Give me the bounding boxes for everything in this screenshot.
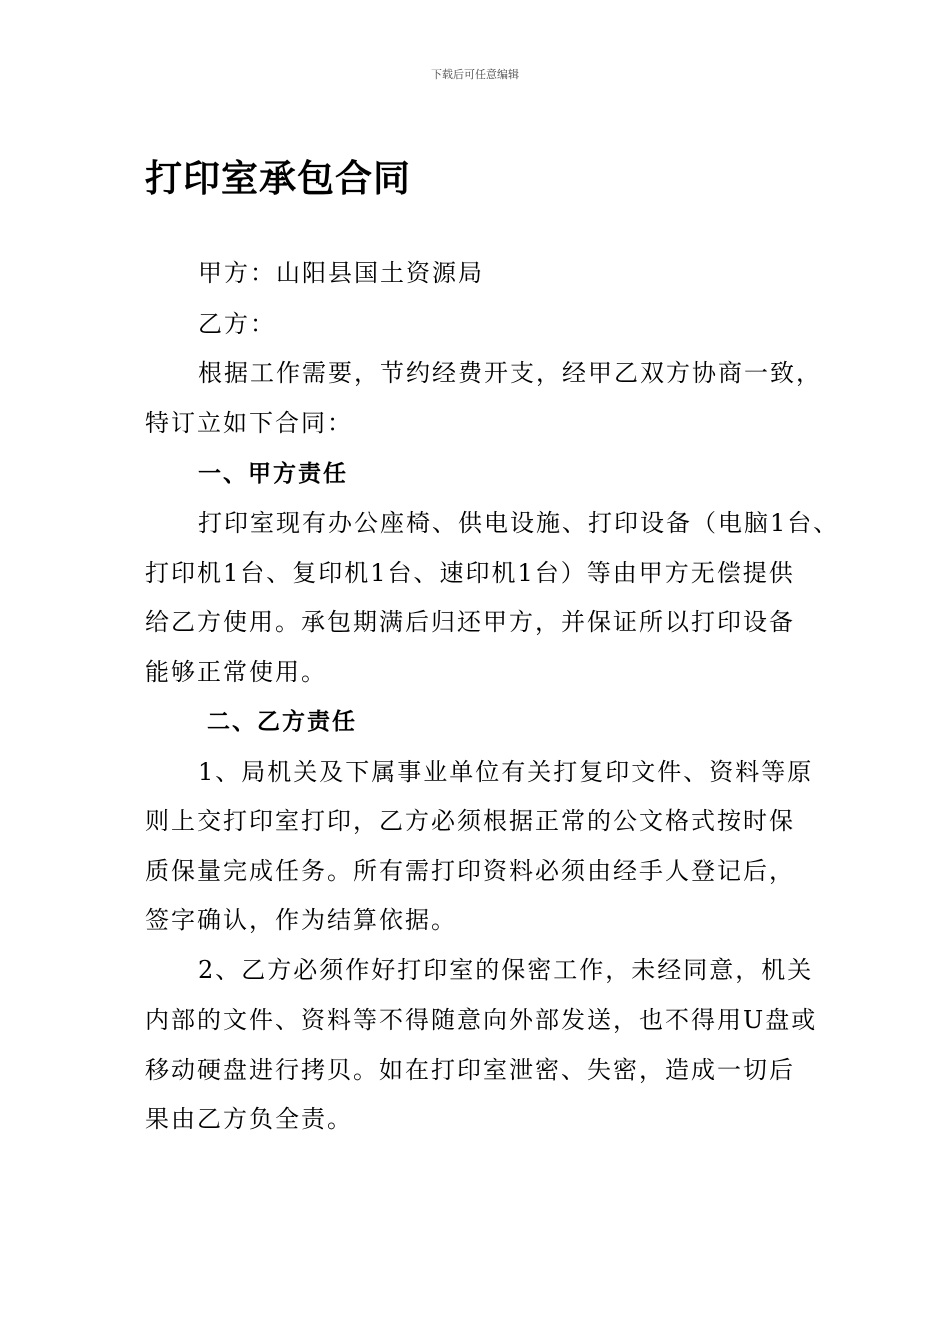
- preamble-line-1: 根据工作需要，节约经费开支，经甲乙双方协商一致，: [198, 359, 822, 387]
- clause-b1-line-4: 签字确认，作为结算依据。: [145, 906, 457, 934]
- party-b-line: 乙方：: [198, 310, 276, 338]
- clause-a-line-3: 给乙方使用。承包期满后归还甲方，并保证所以打印设备: [145, 608, 795, 636]
- clause-b2-line-3: 移动硬盘进行拷贝。如在打印室泄密、失密，造成一切后: [145, 1056, 795, 1084]
- clause-b1-line-3: 质保量完成任务。所有需打印资料必须由经手人登记后，: [145, 857, 795, 885]
- section-heading-party-a: 一、甲方责任: [198, 461, 348, 487]
- section-heading-party-b: 二、乙方责任: [207, 709, 357, 735]
- clause-a-line-2: 打印机1台、复印机1台、速印机1台）等由甲方无偿提供: [145, 559, 795, 587]
- document-title: 打印室承包合同: [145, 157, 411, 200]
- clause-a-line-1: 打印室现有办公座椅、供电设施、打印设备（电脑1台、: [198, 509, 840, 537]
- clause-a-line-4: 能够正常使用。: [145, 658, 327, 686]
- party-a-line: 甲方：山阳县国土资源局: [198, 259, 484, 287]
- header-note: 下载后可任意编辑: [431, 68, 519, 81]
- clause-b2-line-1: 2、乙方必须作好打印室的保密工作，未经同意，机关: [198, 956, 814, 984]
- clause-b1-line-2: 则上交打印室打印，乙方必须根据正常的公文格式按时保: [145, 807, 795, 835]
- preamble-line-2: 特订立如下合同：: [145, 409, 353, 437]
- clause-b2-line-2: 内部的文件、资料等不得随意向外部发送，也不得用U盘或: [145, 1006, 818, 1034]
- clause-b2-line-4: 果由乙方负全责。: [145, 1105, 353, 1133]
- clause-b1-line-1: 1、局机关及下属事业单位有关打复印文件、资料等原: [198, 758, 814, 786]
